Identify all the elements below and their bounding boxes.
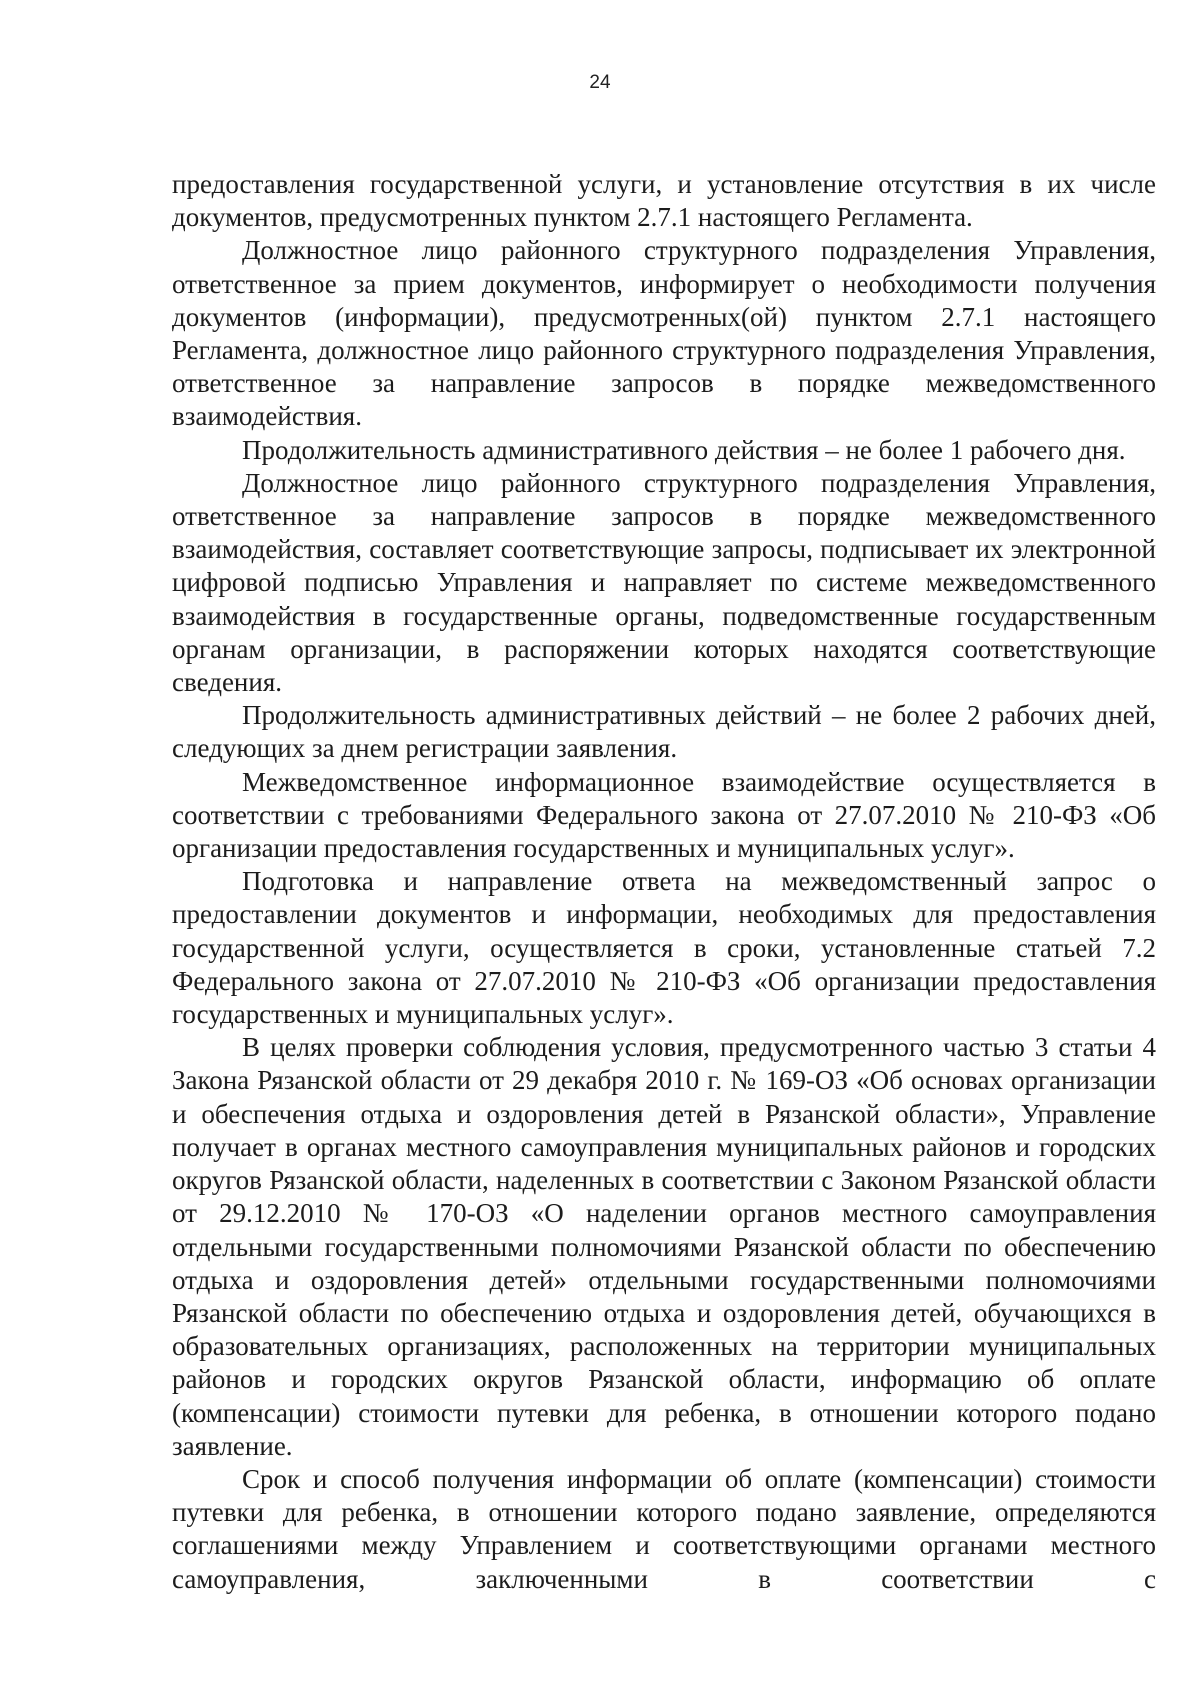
paragraph-request-info: Должностное лицо районного структурного подразделения Управления, ответственное за прием документов, информирует о необходимости получения документов (информации), предусмотренных(ой) пунктом 2.7.1 настоящего Регламента, должностное лицо районного структурного подразделения Управления, ответственное за направление запросов в порядке межведомственного взаимодействия. <box>172 235 1156 432</box>
paragraph-continuation: предоставления государственной услуги, и установление отсутствия в их числе документов, предусмотренных пунктом 2.7.1 настоящего Регламента. <box>172 169 1156 233</box>
paragraph-interagency-law: Межведомственное информационное взаимодействие осуществляется в соответствии с требованиями Федерального закона от 27.07.2010 № 210-ФЗ «Об организации предоставления государственных и муниципальных услуг». <box>172 766 1156 864</box>
paragraph-compose-requests: Должностное лицо районного структурного подразделения Управления, ответственное за направление запросов в порядке межведомственного взаимодействия, составляет соответствующие запросы, подписывает их электронной цифровой подписью Управления и направляет по системе межведомственного взаимодействия в государственные органы, подведомственные государственным органам организации, в распоряжении которых находятся соответствующие сведения. <box>172 467 1156 698</box>
paragraph-duration-2-days: Продолжительность административных действий – не более 2 рабочих дней, следующих за днем регистрации заявления. <box>172 700 1156 764</box>
page-number: 24 <box>589 72 611 93</box>
paragraph-response-terms: Подготовка и направление ответа на межведомственный запрос о предоставлении документов и информации, необходимых для предоставления государственной услуги, осуществляется в сроки, установленные статьей 7.2 Федерального закона от 27.07.2010 № 210-ФЗ «Об организации предоставления государственных и муниципальных услуг». <box>172 866 1156 1030</box>
paragraph-agreements: Срок и способ получения информации об оплате (компенсации) стоимости путевки для ребенка, в отношении которого подано заявление, определяются соглашениями между Управлением и соответствующими органами местного самоуправления, заключенными в соответствии с <box>172 1463 1156 1594</box>
document-body <box>172 168 1156 1596</box>
paragraph-verification: В целях проверки соблюдения условия, предусмотренного частью 3 статьи 4 Закона Рязанской области от 29 декабря 2010 г. № 169-ОЗ «Об основах организации и обеспечения отдыха и оздоровления детей в Рязанской области», Управление получает в органах местного самоуправления муниципальных районов и городских округов Рязанской области, наделенных в соответствии с Законом Рязанской области от 29.12.2010 № 170-ОЗ «О наделении органов местного самоуправления отдельными государственными полномочиями Рязанской области по обеспечению отдыха и оздоровления детей» отдельными государственными полномочиями Рязанской области по обеспечению отдыха и оздоровления детей, обучающихся в образовательных организациях, расположенных на территории муниципальных районов и городских округов Рязанской области, информацию об оплате (компенсации) стоимости путевки для ребенка, в отношении которого подано заявление. <box>172 1032 1156 1461</box>
paragraph-duration-1-day: Продолжительность административного действия – не более 1 рабочего дня. <box>242 434 1126 465</box>
